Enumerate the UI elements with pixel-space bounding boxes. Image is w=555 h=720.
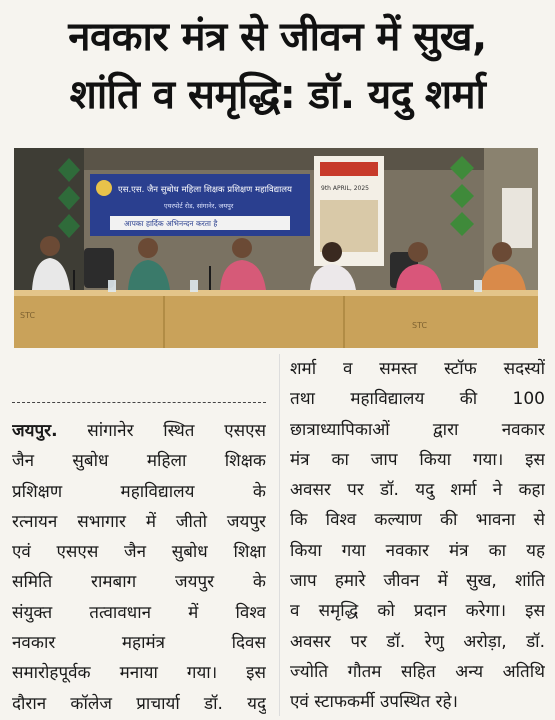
banner-line-3: आपका हार्दिक अभिनन्दन करता है [124,219,218,228]
article-line: अवसर पर डॉ. रेणु अरोड़ा, डॉ. [290,631,545,652]
article-line: जाप हमारे जीवन में सुख, शांति [290,571,545,592]
banner-line-2: एयरपोर्ट रोड, सांगानेर, जयपुर [164,202,234,210]
article-line: कि विश्व कल्याण की भावना से [290,510,545,531]
dateline: जयपुर. [12,421,58,441]
article-line: जयपुर. सांगानेर स्थित एसएस [12,421,266,441]
table-mark-left: STC [20,311,36,320]
article-line: संयुक्त तत्वावधान में विश्व [12,602,266,623]
article-line: मंत्र का जाप किया गया। इस [290,449,545,470]
article-line: एवं स्टाफकर्मी उपस्थित रहे। [290,692,459,713]
article-line: शर्मा व समस्त स्टॉफ सदस्यों [290,359,545,379]
dashed-rule [12,402,266,403]
headline [0,8,555,124]
glass-icon [190,280,198,292]
article-line: तथा महाविद्यालय की 100 [290,389,545,410]
wall-board [502,188,532,248]
article-line: नवकार महामंत्र दिवस [12,633,266,654]
headline-line-2: शांति व समृद्धि: डॉ. यदु शर्मा [69,72,486,118]
photo-table [14,290,538,348]
article-line: दौरान कॉलेज प्राचार्या डॉ. यदु [12,693,266,714]
article-line: रत्नायन सभागार में जीतो जयपुर [12,511,266,532]
article-line: समारोहपूर्वक मनाया गया। इस [12,663,266,684]
article-left-column [12,416,266,719]
article-line: अवसर पर डॉ. यदु शर्मा ने कहा [290,480,545,501]
glass-icon [108,280,116,292]
poster-date: 9th APRIL, 2025 [321,185,369,192]
college-logo-icon [96,180,112,196]
article-line: समिति रामबाग जयपुर के [12,572,266,593]
news-photo-illustration [14,148,538,348]
glass-icon [474,280,482,292]
article-line: किया गया नवकार मंत्र का यह [290,540,545,561]
article-line: ज्योति गौतम सहित अन्य अतिथि [290,661,545,682]
table-mark-right: STC [412,321,428,330]
headline-line-1: नवकार मंत्र से जीवन में सुख, [68,14,487,60]
table-top-edge [14,290,538,296]
column-divider [279,354,280,716]
poster-header [320,162,378,176]
article-line: एवं एसएस जैन सुबोध शिक्षा [12,542,266,563]
banner-line-1: एस.एस. जैन सुबोध महिला शिक्षक प्रशिक्षण महाविद्यालय [118,185,292,195]
article-right-column [290,354,545,718]
article-line: छात्राध्यापिकाओं द्वारा नवकार [290,419,545,440]
news-photo [14,148,538,348]
article-line: व समृद्धि को प्रदान करेगा। इस [290,601,545,622]
article-line: प्रशिक्षण महाविद्यालय के [12,481,266,502]
article-line: जैन सुबोध महिला शिक्षक [12,451,266,472]
